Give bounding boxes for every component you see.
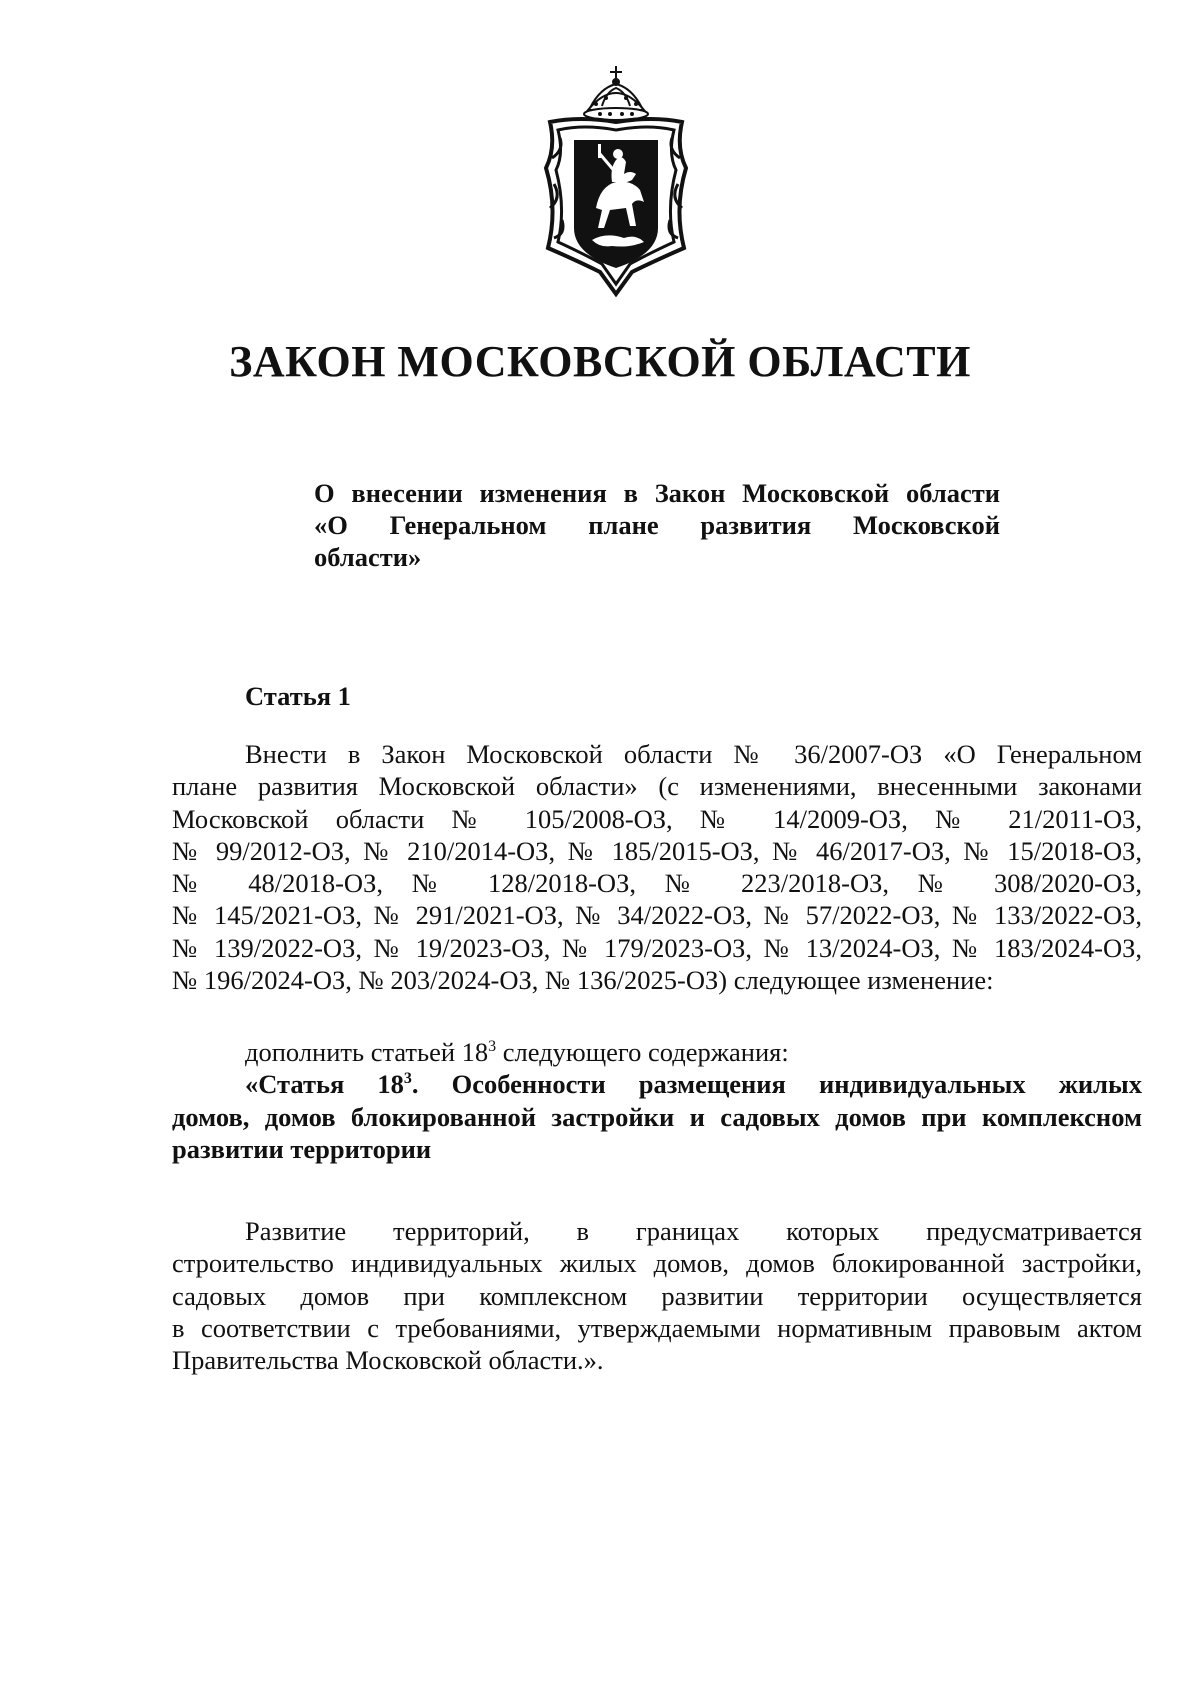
paragraph-line: Внести в Закон Московской области № 36/2007-ОЗ «О Генеральном: [245, 739, 1142, 769]
paragraph-line: Правительства Московской области.».: [172, 1345, 604, 1376]
document-title: ЗАКОН МОСКОВСКОЙ ОБЛАСТИ: [229, 337, 971, 386]
subject-line: О внесении изменения в Закон Московской области: [314, 478, 1000, 508]
supplement-line: [172, 1036, 1142, 1068]
new-article-heading-text: «Статья 18: [245, 1069, 404, 1100]
new-article-text: [172, 1215, 1142, 1376]
paragraph-line: строительство индивидуальных жилых домов, домов блокированной застройки,: [172, 1248, 1142, 1279]
paragraph-line: № 139/2022-ОЗ, № 19/2023-ОЗ, № 179/2023-ОЗ, № 13/2024-ОЗ, № 183/2024-ОЗ,: [172, 932, 1142, 963]
paragraph-line: № 99/2012-ОЗ, № 210/2014-ОЗ, № 185/2015-ОЗ, № 46/2017-ОЗ, № 15/2018-ОЗ,: [172, 835, 1142, 866]
subject-line: области»: [314, 542, 422, 572]
paragraph-line: Московской области № 105/2008-ОЗ, № 14/2009-ОЗ, № 21/2011-ОЗ,: [172, 803, 1142, 834]
article-heading: Статья 1: [245, 681, 351, 711]
subject-line: «О Генеральном плане развития Московской: [314, 510, 1000, 540]
moscow-oblast-coat-of-arms-icon: [540, 58, 692, 298]
paragraph-line: плане развития Московской области» (с изменениями, внесенными законами: [172, 771, 1142, 802]
supplement-text: следующего содержания:: [496, 1037, 789, 1067]
new-article-heading-line: [172, 1068, 1142, 1100]
paragraph-line: № 48/2018-ОЗ, № 128/2018-ОЗ, № 223/2018-ОЗ, № 308/2020-ОЗ,: [172, 868, 1142, 899]
superscript: 3: [403, 1070, 412, 1088]
paragraph-line: Развитие территорий, в границах которых предусматривается: [245, 1216, 1142, 1246]
paragraph-line: № 145/2021-ОЗ, № 291/2021-ОЗ, № 34/2022-ОЗ, № 57/2022-ОЗ, № 133/2022-ОЗ,: [172, 900, 1142, 931]
new-article-heading-line: домов, домов блокированной застройки и садовых домов при комплексном: [172, 1101, 1142, 1132]
paragraph-line: в соответствии с требованиями, утверждаемыми нормативным правовым актом: [172, 1312, 1142, 1343]
superscript: 3: [488, 1038, 497, 1055]
paragraph-line: садовых домов при комплексном развитии территории осуществляется: [172, 1280, 1142, 1311]
amendment-paragraph: [172, 738, 1142, 996]
new-article-heading-text: . Особенности размещения индивидуальных жилых: [411, 1069, 1142, 1100]
new-article-heading-line: развитии территории: [172, 1133, 432, 1164]
law-subject-title: [314, 477, 1000, 573]
paragraph-line: № 196/2024-ОЗ, № 203/2024-ОЗ, № 136/2025-ОЗ) следующее изменение:: [172, 965, 994, 996]
supplement-text: дополнить статьей 18: [245, 1037, 489, 1067]
new-article-block: [172, 1036, 1142, 1165]
